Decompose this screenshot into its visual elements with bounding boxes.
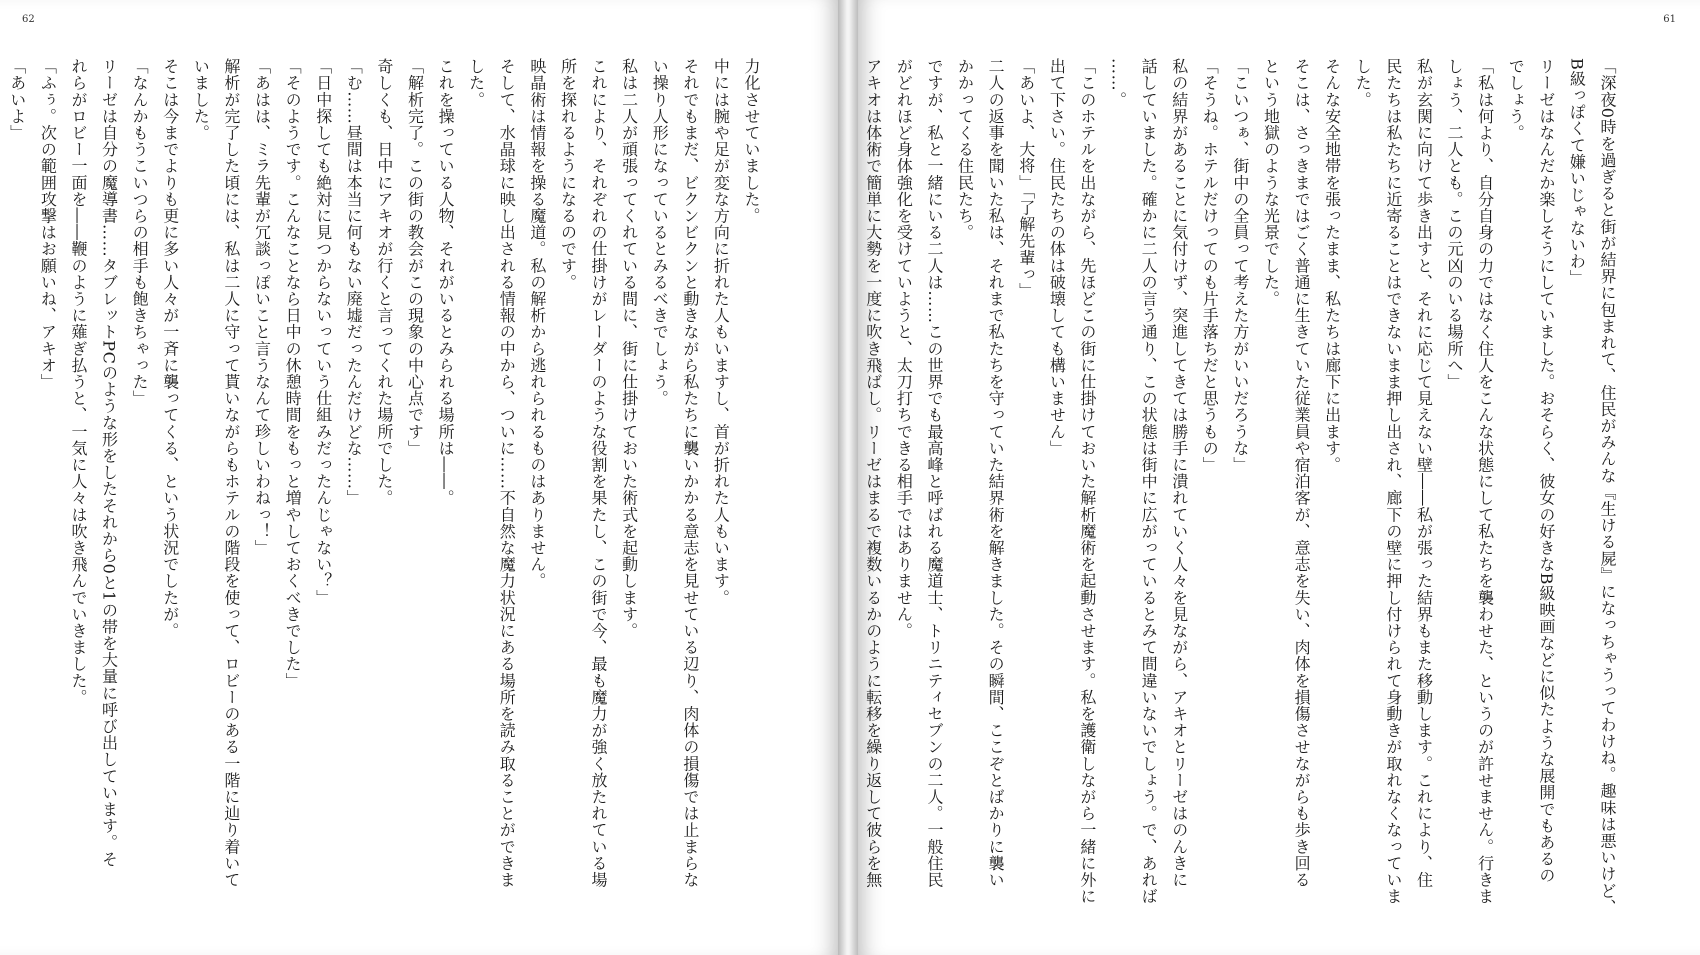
right-page [858,0,1700,955]
text-line: という地獄のような光景でした。 [1261,58,1281,307]
text-line: ……。 [1108,58,1128,108]
text-line: 「あいよ、大将」「了解先輩っ」 [1016,58,1036,299]
text-line: かかってくる住民たち。 [955,58,975,241]
text-line: 力化させていました。 [742,58,761,224]
text-line: した。 [1353,58,1373,108]
text-line: 私は二人が頑張ってくれている間に、街に仕掛けておいた術式を起動します。 [619,58,639,639]
text-line: がどれほど身体強化を受けていようと、太刀打ちできる相手ではありません。 [894,58,914,639]
text-line: 「そうね。ホテルだけってのも片手落ちだと思うもの」 [1200,58,1220,473]
text-line: B級っぽくて嫌いじゃないわ」 [1567,58,1587,287]
text-line: 「なんかもうこいつらの相手も飽きちゃった」 [130,58,150,407]
text-line: ですが、私と一緒にいる二人は……この世界でも最高峰と呼ばれる魔道士、トリニティセブンの二人。一般住民 [924,58,944,888]
text-line: 「解析完了。この街の教会がこの現象の中心点です」 [405,58,425,457]
text-line: い操り人形になっているとみるべきでしょう。 [650,58,670,407]
text-line: 話していました。確かに二人の言う通り、この状態は街中に広がっているとみて間違いないでしょう。で、あれば [1139,58,1159,905]
text-line: 「ふぅ。次の範囲攻撃はお願いね、アキオ」 [38,58,58,390]
text-line: リーゼは自分の魔導書……タブレットPCのような形をしたそれから0と1の帯を大量に呼び出しています。そ [99,58,119,868]
text-line: アキオは体術で簡単に大勢を一度に吹き飛ばし。リーゼはまるで複数いるかのように転移を繰り返して彼らを無 [863,58,883,888]
text-line: 私の結界があることに気付けず、突進してきては勝手に潰れていく人々を見ながら、アキオとリーゼはのんきに [1169,58,1189,888]
left-page [0,0,838,955]
text-line: 「む……昼間は本当に何もない廃墟だったんだけどな……」 [344,58,364,507]
right-page-text [863,58,1622,916]
text-line: それでもまだ、ビクンビクンと動きながら私たちに襲いかかる意志を見せている辺り、肉体の損傷では止まらな [680,58,700,888]
text-line: リーゼはなんだか楽しそうにしていました。おそらく、彼女の好きなB級映画などに似たような展開でもあるの [1536,58,1556,884]
text-line: 「深夜0時を過ぎると街が結界に包まれて、住民がみんな『生ける屍』になっちゃうってわけね。趣味は悪いけど、 [1598,58,1617,916]
text-line: 「私は何より、自分自身の力ではなく住人をこんな状態にして私たちを襲わせた、というのが許せません。行きま [1475,58,1495,905]
text-line: 民たちは私たちに近寄ることはできないまま押し出され、廊下の壁に押し付けられて身動きが取れなくなっていま [1383,58,1403,905]
page-number-right: 61 [1663,14,1676,25]
text-line: これを操っている人物、それがいるとみられる場所は――。 [436,58,456,507]
text-line: いました。 [191,58,211,141]
text-line: そんな安全地帯を張ったまま、私たちは廊下に出ます。 [1322,58,1342,473]
text-line: でしょう。 [1506,58,1526,141]
text-line: そして、水晶球に映し出される情報の中から、ついに……不自然な魔力状況にある場所を読み取ることができま [497,58,517,888]
text-line: 映晶術は情報を操る魔道。私の解析から逃れられるものはありません。 [527,58,547,590]
text-line: これにより、それぞれの仕掛けがレーダーのような役割を果たし、この街で今、最も魔力が強く放たれている場 [589,58,609,888]
text-line: しょう、二人とも。この元凶のいる場所へ」 [1445,58,1465,390]
text-line: 奇しくも、日中にアキオが行くと言ってくれた場所でした。 [374,58,394,507]
left-page-text [7,58,766,908]
text-line: そこは、さっきまではごく普通に生きていた従業員や宿泊客が、意志を失い、肉体を損傷させながらも歩き回る [1292,58,1312,888]
page-gutter [838,0,858,955]
text-line: そこは今までよりも更に多い人々が一斉に襲ってくる、という状況でしたが。 [160,58,180,639]
text-line: 「そのようです。こんなことなら日中の休憩時間をもっと増やしておくべきでした」 [283,58,303,689]
text-line: 中には腕や足が変な方向に折れた人もいますし、首が折れた人もいます。 [711,58,731,606]
text-line: した。 [466,58,486,108]
text-line: 「あはは、ミラ先輩が冗談っぽいこと言うなんて珍しいわねっ！」 [252,58,272,556]
text-line: 「あいよ」 [7,58,27,141]
text-line: 解析が完了した頃には、私は二人に守って貰いながらもホテルの階段を使って、ロビーのある一階に辿り着いて [221,58,241,888]
text-line: れらがロビー一面を――鞭のように薙ぎ払うと、一気に人々は吹き飛んでいきました。 [68,58,88,706]
text-line: 「こいつぁ、街中の全員って考えた方がいいだろうな」 [1230,58,1250,473]
text-line: 「日中探しても絶対に見つからないっていう仕組みだったんじゃない？」 [313,58,333,606]
text-line: 私が玄関に向けて歩き出すと、それに応じて見えない壁――私が張った結界もまた移動します。これにより、住 [1414,58,1434,888]
text-line: 出て下さい。住民たちの体は破壊しても構いません」 [1047,58,1067,457]
text-line: 「このホテルを出ながら、先ほどこの街に仕掛けておいた解析魔術を起動させます。私を護衛しながら一緒に外に [1077,58,1097,905]
text-line: 二人の返事を聞いた私は、それまで私たちを守っていた結界術を解きました。その瞬間、ここぞとばかりに襲い [986,58,1006,888]
page-number-left: 62 [22,14,35,25]
text-line: 所を探れるようになるのです。 [558,58,578,291]
